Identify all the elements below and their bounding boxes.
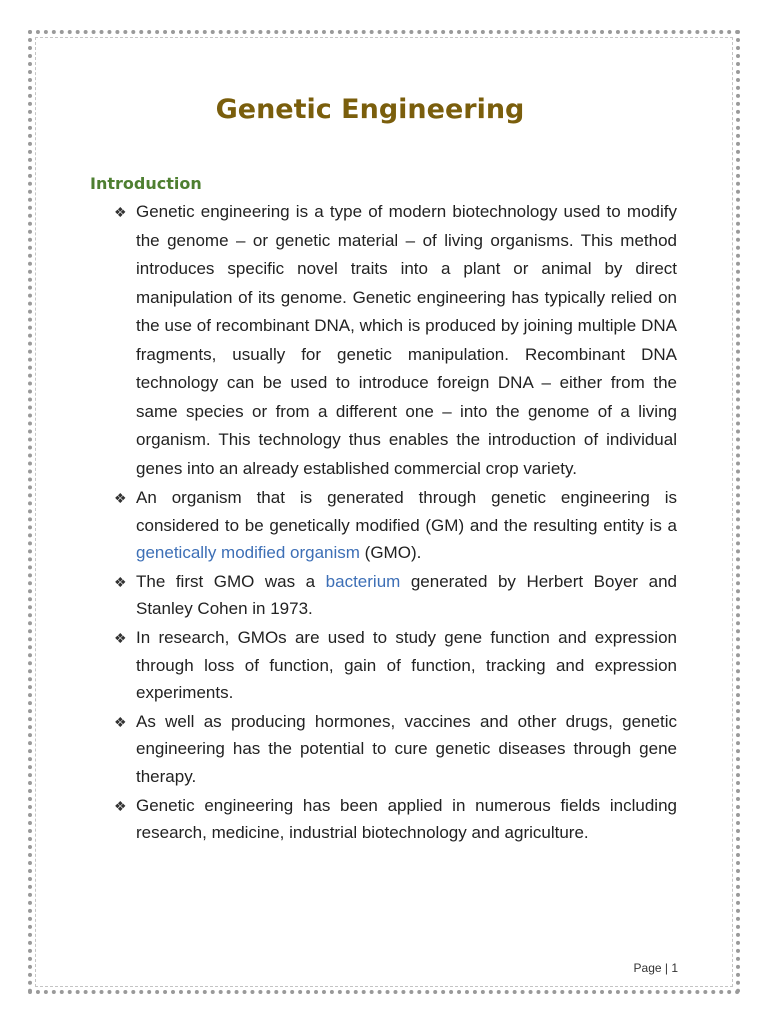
- bacterium-link[interactable]: bacterium: [325, 571, 401, 591]
- diamond-dots-icon: ❖: [114, 713, 127, 730]
- bullet-item: [114, 708, 677, 791]
- bullet-item: [114, 568, 677, 623]
- diamond-dots-icon: ❖: [114, 204, 127, 220]
- bullet-item: [114, 198, 677, 483]
- page-number: Page | 1: [633, 961, 678, 975]
- gmo-link[interactable]: genetically modified organism: [136, 543, 360, 563]
- text-segment: An organism that is generated through genetic engineering is considered to be genetically modified (GM) and the resulting entity is a: [136, 488, 677, 535]
- bullet-item: [114, 624, 677, 707]
- section-heading-introduction: Introduction: [90, 174, 202, 193]
- text-segment: The first GMO was a: [136, 571, 326, 591]
- bullet-item: [114, 484, 677, 567]
- bullet-list: [114, 198, 677, 848]
- document-title: Genetic Engineering: [215, 94, 525, 125]
- bullet-text: As well as producing hormones, vaccines and other drugs, genetic engineering has the potential to cure genetic diseases through gene therapy.: [136, 711, 677, 786]
- diamond-dots-icon: ❖: [114, 629, 127, 646]
- text-segment: generated by Herbert Boyer and Stanley Cohen in 1973.: [136, 571, 677, 619]
- diamond-dots-icon: ❖: [114, 490, 127, 506]
- text-segment: (GMO).: [359, 543, 422, 563]
- diamond-dots-icon: ❖: [114, 573, 127, 590]
- bullet-text: [136, 484, 677, 567]
- bullet-text: Genetic engineering is a type of modern biotechnology used to modify the genome – or genetic material – of living organisms. This method introduces specific novel traits into a plant or animal by direct manipulation of its genome. Genetic engineering has typically relied on the use of recombinant DNA, which is produced by joining multiple DNA fragments, usually for genetic manipulation. Recombinant DNA technology can be used to introduce foreign DNA – either from the same species or from a different one – into the genome of a living organism. This technology thus enables the introduction of individual genes into an already established commercial crop variety.: [136, 202, 677, 478]
- bullet-item: [114, 792, 677, 847]
- bullet-text: [136, 568, 677, 623]
- bullet-text: Genetic engineering has been applied in numerous fields including research, medicine, industrial biotechnology and agriculture.: [136, 795, 677, 843]
- diamond-dots-icon: ❖: [114, 797, 127, 814]
- bullet-text: In research, GMOs are used to study gene function and expression through loss of function, gain of function, tracking and expression experiments.: [136, 627, 677, 703]
